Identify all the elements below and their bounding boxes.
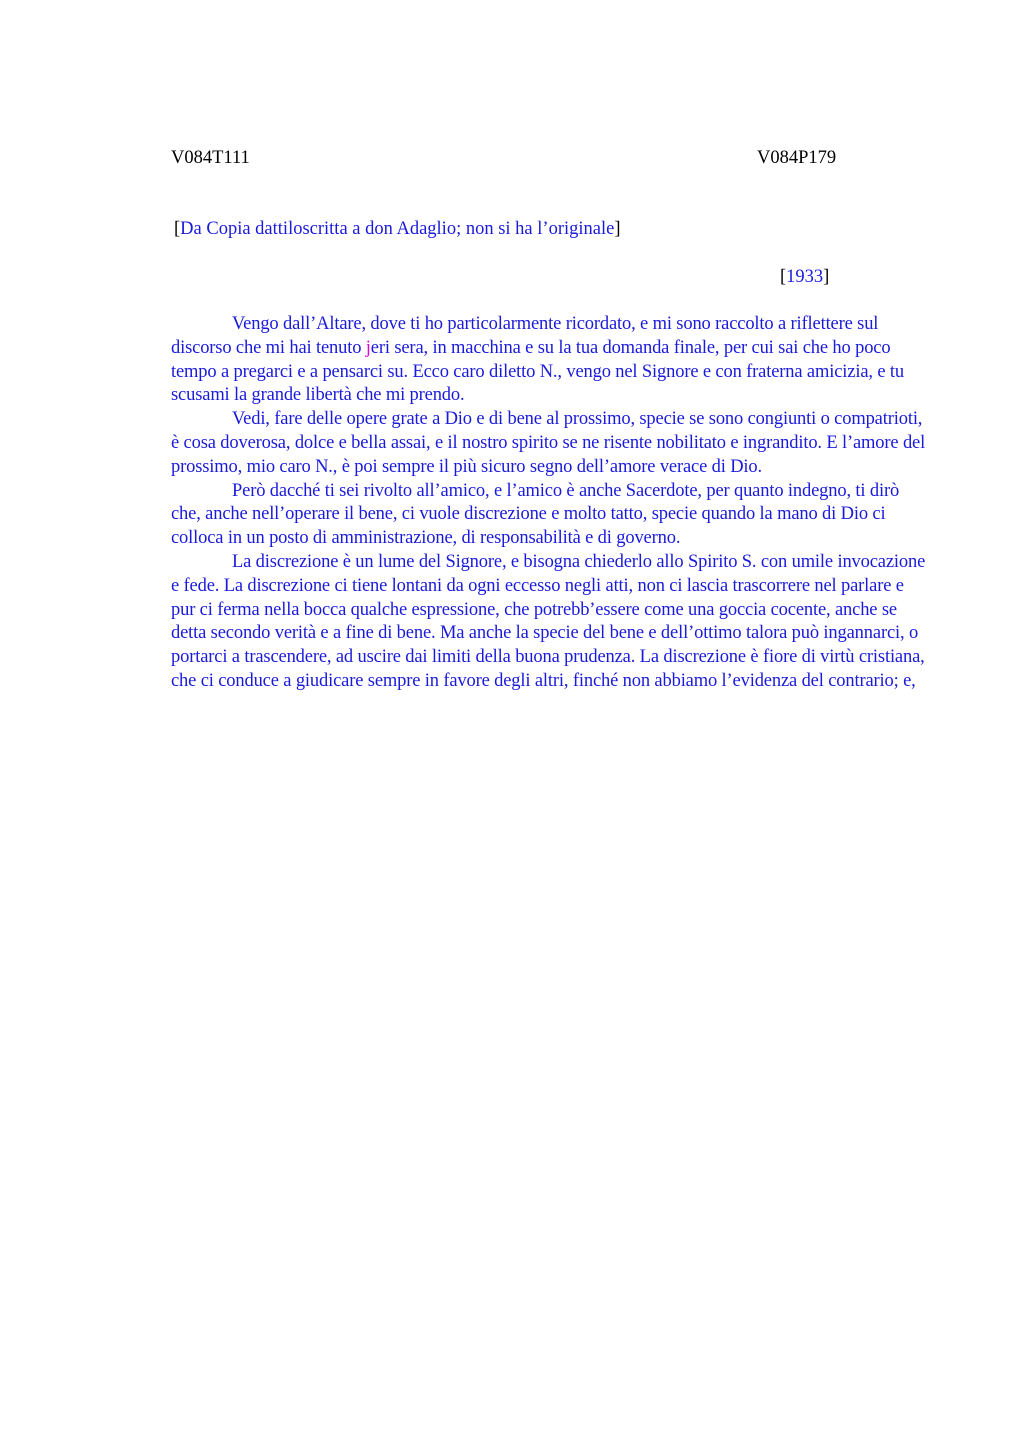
paragraph-1	[171, 313, 931, 408]
paragraph-1-highlight: j	[365, 337, 371, 358]
date-line	[780, 265, 829, 289]
document-code-right: V084P179	[757, 148, 837, 168]
paragraph-1-before: Vengo dall’Altare, dove ti ho particolarmente ricordato, e mi sono raccolto a riflettere sul discorso che mi hai tenuto	[171, 314, 879, 358]
source-note-close-bracket: ]	[614, 219, 621, 239]
document-code-left: V084T111	[171, 148, 250, 168]
letter-body	[171, 313, 931, 694]
date-year: 1933	[786, 267, 824, 287]
source-note-text: Da Copia dattiloscritta a don Adaglio; non si ha l’originale	[180, 219, 615, 239]
source-note-open-bracket: [	[174, 219, 181, 239]
paragraph-2: Vedi, fare delle opere grate a Dio e di bene al prossimo, specie se sono congiunti o compatrioti, è cosa doverosa, dolce e bella assai, e il nostro spirito se ne risente nobilitato e ingrandito. E l’amore del prossimo, mio caro N., è poi sempre il più sicuro segno dell’amore verace di Dio.	[171, 409, 926, 477]
date-open-bracket: [	[780, 267, 787, 287]
paragraph-4: La discrezione è un lume del Signore, e bisogna chiederlo allo Spirito S. con umile invocazione e fede. La discrezione ci tiene lontani da ogni eccesso negli atti, non ci lascia trascorrere nel parlare e pur ci ferma nella bocca qualche espressione, che potrebb’essere come una goccia cocente, anche se detta secondo verità e a fine di bene. Ma anche la specie del bene e dell’ottimo talora può ingannarci, o portarci a trascendere, ad uscire dai limiti della buona prudenza. La discrezione è fiore di virtù cristiana, che ci conduce a giudicare sempre in favore degli altri, finché non abbiamo l’evidenza del contrario; e,	[171, 551, 926, 691]
source-note	[174, 217, 621, 241]
paragraph-1-after: eri sera, in macchina e su la tua domanda finale, per cui sai che ho poco tempo a pregarci e a pensarci su. Ecco caro diletto N., vengo nel Signore e con fraterna amicizia, e tu scusami la grande libertà che mi prendo.	[171, 337, 904, 406]
paragraph-3: Però dacché ti sei rivolto all’amico, e l’amico è anche Sacerdote, per quanto indegno, ti dirò che, anche nell’operare il bene, ci vuole discrezione e molto tatto, specie quando la mano di Dio ci colloca in un posto di amministrazione, di responsabilità e di governo.	[171, 480, 900, 549]
date-close-bracket: ]	[823, 267, 830, 287]
